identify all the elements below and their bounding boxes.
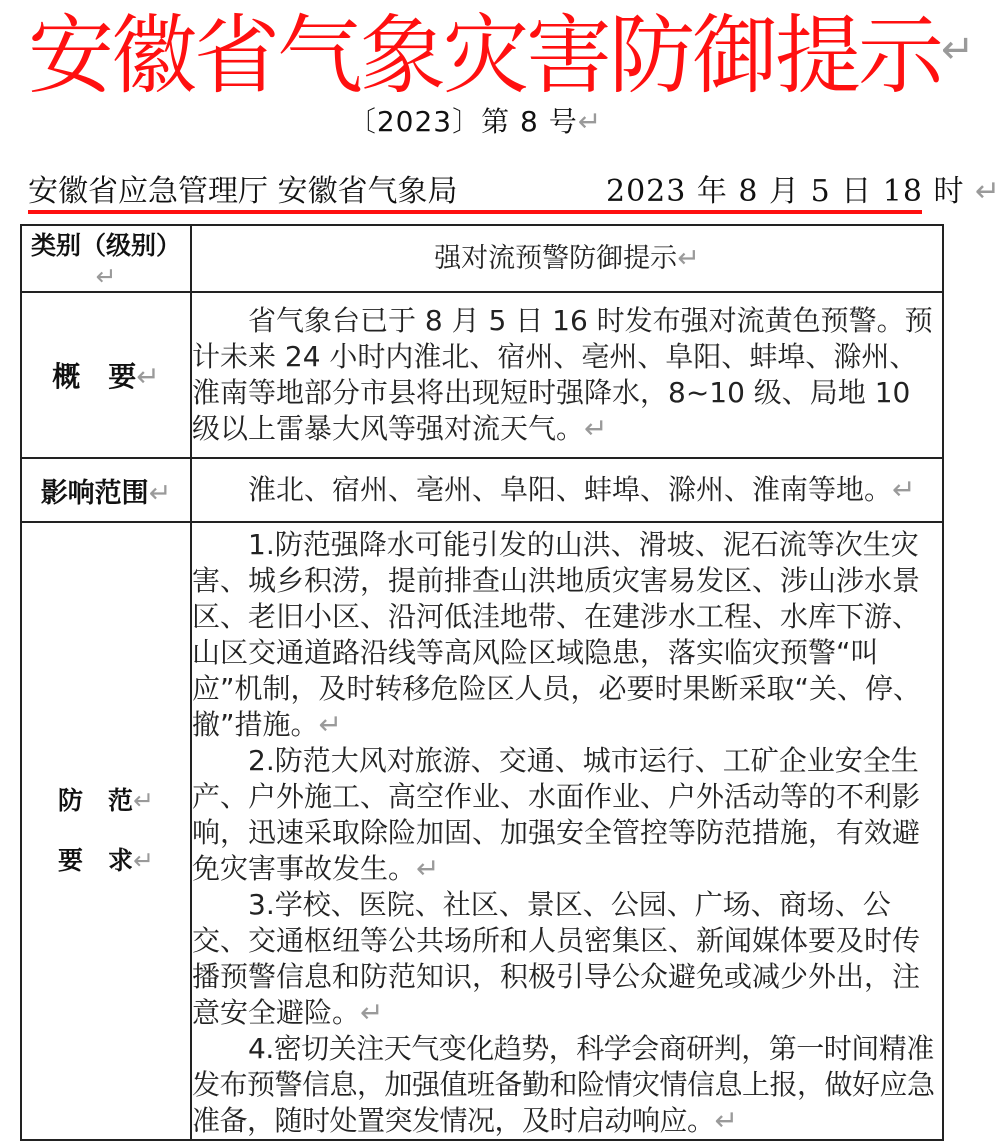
red-divider-line	[28, 210, 922, 214]
requirements-label-cell	[21, 522, 191, 1140]
issuer-names: 安徽省应急管理厅 安徽省气象局	[28, 174, 458, 209]
requirement-item: 3.学校、医院、社区、景区、公园、广场、商场、公交、交通枢纽等公共场所和人员密集区、新闻媒体要及时传播预警信息和防范知识，积极引导公众避免或减少外出，注意安全避险。↵	[192, 888, 921, 1029]
overview-label: 概 要	[52, 360, 137, 393]
document-number	[0, 102, 950, 142]
overview-text: 省气象台已于 8 月 5 日 16 时发布强对流黄色预警。预计未来 24 小时内淮北、宿州、亳州、阜阳、蚌埠、滁州、淮南等地部分市县将出现短时强降水，8~10 级、局地 10 级以上雷暴大风等强对流天气。↵	[192, 304, 933, 445]
table-row-overview	[21, 292, 943, 458]
paragraph-mark-icon: ↵	[714, 1104, 738, 1137]
paragraph-mark-icon: ↵	[148, 477, 172, 509]
warning-table	[20, 224, 944, 1141]
issue-date-text: 2023 年 8 月 5 日 18 时	[606, 174, 965, 209]
paragraph-mark-icon: ↵	[133, 846, 154, 875]
category-value-cell	[191, 225, 943, 292]
category-label-cell	[21, 225, 191, 292]
issuer-line	[28, 172, 1001, 212]
requirement-item: 1.防范强降水可能引发的山洪、滑坡、泥石流等次生灾害、城乡积涝，提前排查山洪地质灾害易发区、涉山涉水景区、老旧小区、沿河低洼地带、在建涉水工程、水库下游、山区交通道路沿线等高风险区域隐患，落实临灾预警“叫应”机制，及时转移危险区人员，必要时果断采取“关、停、撤”措施。↵	[192, 528, 922, 741]
document-number-text: 〔2023〕第 8 号	[347, 105, 578, 138]
paragraph-mark-icon: ↵	[133, 786, 154, 815]
category-label: 类别（级别）	[30, 231, 181, 260]
paragraph-mark-icon: ↵	[95, 262, 117, 291]
document-title-text: 安徽省气象灾害防御提示	[28, 6, 941, 106]
table-row-requirements	[21, 522, 943, 1140]
table-row-category	[21, 225, 943, 292]
scope-label-cell	[21, 458, 191, 522]
document-title	[28, 0, 972, 106]
category-value: 强对流预警防御提示	[434, 242, 678, 274]
scope-label: 影响范围	[40, 477, 149, 509]
overview-label-cell	[21, 292, 191, 458]
paragraph-mark-icon: ↵	[318, 708, 342, 741]
paragraph-mark-icon: ↵	[577, 105, 603, 138]
requirement-item: 4.密切关注天气变化趋势，科学会商研判，第一时间精准发布预警信息，加强值班备勤和险情灾情信息上报，做好应急准备，随时处置突发情况，及时启动响应。↵	[192, 1032, 935, 1137]
paragraph-mark-icon: ↵	[975, 174, 1001, 209]
requirement-item: 2.防范大风对旅游、交通、城市运行、工矿企业安全生产、户外施工、高空作业、水面作业、户外活动等的不利影响，迅速采取除险加固、加强安全管控等防范措施，有效避免灾害事故发生。↵	[192, 744, 921, 885]
table-row-scope	[21, 458, 943, 522]
paragraph-mark-icon: ↵	[677, 242, 700, 274]
requirements-label-line2: 要 求↵	[58, 846, 154, 875]
requirements-label-line1: 防 范↵	[58, 786, 154, 815]
overview-text-cell	[191, 292, 943, 458]
scope-text-cell	[191, 458, 943, 522]
requirements-text-cell	[191, 522, 943, 1140]
scope-text: 淮北、宿州、亳州、阜阳、蚌埠、滁州、淮南等地。↵	[248, 473, 916, 506]
paragraph-mark-icon: ↵	[136, 360, 160, 393]
paragraph-mark-icon: ↵	[584, 412, 608, 445]
paragraph-mark-icon: ↵	[416, 852, 440, 885]
paragraph-mark-icon: ↵	[941, 27, 972, 73]
issue-date	[606, 172, 1001, 212]
paragraph-mark-icon: ↵	[360, 996, 384, 1029]
paragraph-mark-icon: ↵	[892, 473, 916, 506]
